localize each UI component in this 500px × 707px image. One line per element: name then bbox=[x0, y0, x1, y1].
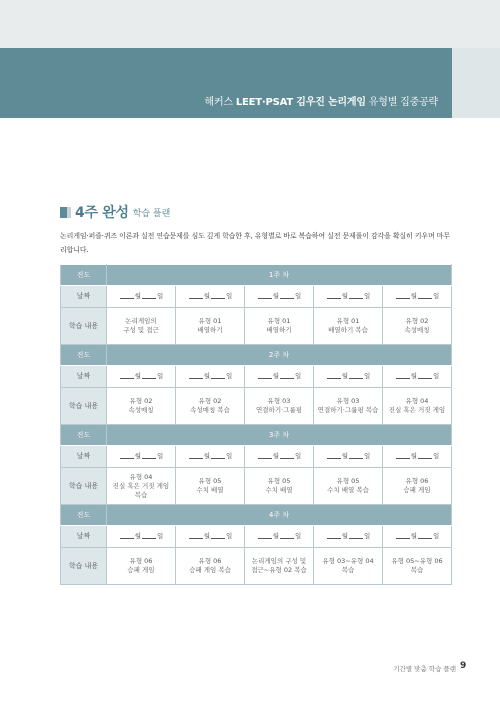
study-content-cell bbox=[107, 548, 176, 585]
week-name: 4주 차 bbox=[107, 505, 452, 526]
week-header-row bbox=[61, 505, 452, 526]
study-content-line: 유형 02 bbox=[405, 317, 429, 325]
square-bullet-icon bbox=[60, 207, 71, 218]
study-content-line: 유형 06 bbox=[129, 557, 153, 565]
date-fill-in bbox=[395, 452, 440, 460]
content-row bbox=[61, 388, 452, 425]
study-content-line: 유형 06 bbox=[405, 477, 429, 485]
month-label: 월 bbox=[341, 532, 348, 540]
study-content-line: 속성매칭 복습 bbox=[190, 406, 230, 414]
month-label: 월 bbox=[410, 452, 417, 460]
study-content-cell bbox=[383, 388, 452, 425]
date-label: 날짜 bbox=[61, 526, 107, 548]
date-blank-cell[interactable] bbox=[383, 366, 452, 388]
study-content-cell bbox=[245, 548, 314, 585]
day-label: 일 bbox=[295, 372, 302, 380]
study-content-line: 배열하기 bbox=[197, 326, 223, 334]
date-fill-in bbox=[257, 532, 302, 540]
intro-paragraph: 논리게임·퍼즐·퀴즈 이론과 실전 연습문제를 심도 깊게 학습한 후, 유형별로 바로 복습하여 실전 문제풀이 감각을 확실히 키우며 마무리합니다. bbox=[60, 232, 450, 254]
study-content-line: 유형 03 bbox=[267, 397, 291, 405]
date-blank-cell[interactable] bbox=[383, 526, 452, 548]
date-label: 날짜 bbox=[61, 446, 107, 468]
day-label: 일 bbox=[295, 452, 302, 460]
day-label: 일 bbox=[226, 292, 233, 300]
day-label: 일 bbox=[157, 452, 164, 460]
date-blank-cell[interactable] bbox=[176, 286, 245, 308]
date-fill-in bbox=[326, 372, 371, 380]
study-content-line: 승패 게임 복습 bbox=[189, 566, 231, 574]
date-fill-in bbox=[119, 452, 164, 460]
month-label: 월 bbox=[272, 452, 279, 460]
study-content-cell bbox=[107, 468, 176, 505]
progress-label: 진도 bbox=[61, 505, 107, 526]
date-blank-cell[interactable] bbox=[245, 286, 314, 308]
month-label: 월 bbox=[272, 532, 279, 540]
book-title-bold: LEET·PSAT 김우진 논리게임 bbox=[235, 97, 366, 108]
study-content-line: 연결하기·그룹핑 bbox=[255, 406, 303, 414]
study-content-line: 배열하기 복습 bbox=[328, 326, 368, 334]
section-title bbox=[60, 201, 170, 223]
month-label: 월 bbox=[272, 372, 279, 380]
date-blank-cell[interactable] bbox=[314, 366, 383, 388]
date-label: 날짜 bbox=[61, 366, 107, 388]
study-content-line: 유형 01 bbox=[336, 317, 360, 325]
month-label: 월 bbox=[341, 372, 348, 380]
study-content-line: 유형 05~유형 06 bbox=[391, 557, 443, 565]
study-content-line: 유형 05 bbox=[267, 477, 291, 485]
study-plan-table bbox=[60, 264, 452, 585]
header-edge-tab bbox=[452, 48, 500, 118]
date-fill-in bbox=[257, 452, 302, 460]
date-fill-in bbox=[188, 532, 233, 540]
date-row bbox=[61, 526, 452, 548]
study-content-cell bbox=[107, 308, 176, 345]
month-label: 월 bbox=[134, 532, 141, 540]
day-label: 일 bbox=[157, 292, 164, 300]
study-content-line: 수치 배열 bbox=[265, 486, 293, 494]
date-blank-cell[interactable] bbox=[245, 366, 314, 388]
date-fill-in bbox=[326, 452, 371, 460]
day-label: 일 bbox=[295, 532, 302, 540]
day-label: 일 bbox=[157, 532, 164, 540]
date-fill-in bbox=[395, 372, 440, 380]
study-content-line: 속성매칭 bbox=[404, 326, 430, 334]
study-content-line: 유형 01 bbox=[267, 317, 291, 325]
top-margin-band bbox=[0, 0, 500, 48]
day-label: 일 bbox=[295, 292, 302, 300]
date-row bbox=[61, 446, 452, 468]
study-content-cell bbox=[107, 388, 176, 425]
day-label: 일 bbox=[364, 372, 371, 380]
date-fill-in bbox=[257, 292, 302, 300]
study-content-line: 진실 혹은 거짓 게임 bbox=[112, 481, 170, 490]
book-title-suffix: 유형별 집중공략 bbox=[365, 97, 438, 108]
study-content-cell bbox=[176, 388, 245, 425]
content-label: 학습 내용 bbox=[61, 548, 107, 585]
date-fill-in bbox=[326, 532, 371, 540]
week-name: 3주 차 bbox=[107, 425, 452, 446]
study-content-cell bbox=[245, 388, 314, 425]
content-row bbox=[61, 308, 452, 345]
study-content-line: 유형 04 bbox=[129, 472, 153, 481]
header-band bbox=[0, 48, 452, 118]
date-blank-cell[interactable] bbox=[107, 526, 176, 548]
date-fill-in bbox=[326, 292, 371, 300]
content-label: 학습 내용 bbox=[61, 468, 107, 505]
month-label: 월 bbox=[410, 372, 417, 380]
date-blank-cell[interactable] bbox=[176, 366, 245, 388]
date-blank-cell[interactable] bbox=[314, 526, 383, 548]
month-label: 월 bbox=[203, 372, 210, 380]
date-blank-cell[interactable] bbox=[107, 446, 176, 468]
study-content-line: 유형 06 bbox=[198, 557, 222, 565]
study-content-cell bbox=[314, 548, 383, 585]
study-content-cell bbox=[314, 308, 383, 345]
study-content-line: 승패 게임 bbox=[403, 486, 431, 494]
date-fill-in bbox=[395, 532, 440, 540]
day-label: 일 bbox=[433, 292, 440, 300]
date-fill-in bbox=[119, 372, 164, 380]
month-label: 월 bbox=[134, 452, 141, 460]
study-content-line: 구성 및 접근 bbox=[123, 326, 159, 334]
week-name: 1주 차 bbox=[107, 265, 452, 286]
month-label: 월 bbox=[410, 292, 417, 300]
date-blank-cell[interactable] bbox=[176, 526, 245, 548]
study-content-cell bbox=[176, 308, 245, 345]
week-header-row bbox=[61, 345, 452, 366]
study-content-cell bbox=[245, 308, 314, 345]
date-blank-cell[interactable] bbox=[383, 286, 452, 308]
study-content-line: 유형 03 bbox=[336, 397, 360, 405]
date-fill-in bbox=[257, 372, 302, 380]
day-label: 일 bbox=[364, 532, 371, 540]
date-fill-in bbox=[188, 452, 233, 460]
date-blank-cell[interactable] bbox=[107, 366, 176, 388]
date-blank-cell[interactable] bbox=[245, 446, 314, 468]
month-label: 월 bbox=[341, 452, 348, 460]
day-label: 일 bbox=[433, 452, 440, 460]
month-label: 월 bbox=[272, 292, 279, 300]
study-content-line: 유형 01 bbox=[198, 317, 222, 325]
study-content-line: 유형 02 bbox=[129, 397, 153, 405]
date-blank-cell[interactable] bbox=[107, 286, 176, 308]
progress-label: 진도 bbox=[61, 265, 107, 286]
month-label: 월 bbox=[203, 292, 210, 300]
study-content-line: 진실 혹은 거짓 게임 bbox=[388, 406, 446, 414]
day-label: 일 bbox=[226, 532, 233, 540]
section-title-sub: 학습 플랜 bbox=[132, 208, 171, 219]
date-blank-cell[interactable] bbox=[176, 446, 245, 468]
study-content-line: 유형 05 bbox=[336, 477, 360, 485]
content-label: 학습 내용 bbox=[61, 308, 107, 345]
day-label: 일 bbox=[364, 452, 371, 460]
page-number: 9 bbox=[460, 661, 467, 671]
month-label: 월 bbox=[203, 532, 210, 540]
study-content-cell bbox=[383, 468, 452, 505]
date-blank-cell[interactable] bbox=[314, 286, 383, 308]
day-label: 일 bbox=[433, 532, 440, 540]
study-content-line: 유형 05 bbox=[198, 477, 222, 485]
content-label: 학습 내용 bbox=[61, 388, 107, 425]
day-label: 일 bbox=[433, 372, 440, 380]
study-content-cell bbox=[383, 308, 452, 345]
study-content-line: 논리게임의 구성 및 bbox=[251, 557, 307, 565]
progress-label: 진도 bbox=[61, 425, 107, 446]
week-name: 2주 차 bbox=[107, 345, 452, 366]
month-label: 월 bbox=[134, 292, 141, 300]
date-label: 날짜 bbox=[61, 286, 107, 308]
date-blank-cell[interactable] bbox=[245, 526, 314, 548]
study-content-line: 유형 03~유형 04 bbox=[322, 557, 374, 565]
study-content-line: 유형 04 bbox=[405, 397, 429, 405]
book-title bbox=[205, 93, 439, 108]
study-content-line: 복습 bbox=[410, 566, 424, 574]
study-content-cell bbox=[314, 468, 383, 505]
study-content-line: 복습 bbox=[341, 566, 355, 574]
progress-label: 진도 bbox=[61, 345, 107, 366]
date-row bbox=[61, 286, 452, 308]
study-content-line: 배열하기 bbox=[266, 326, 292, 334]
content-row bbox=[61, 468, 452, 505]
date-fill-in bbox=[395, 292, 440, 300]
study-content-line: 연결하기·그룹핑 복습 bbox=[317, 406, 379, 414]
date-fill-in bbox=[119, 532, 164, 540]
date-blank-cell[interactable] bbox=[383, 446, 452, 468]
study-content-cell bbox=[176, 548, 245, 585]
week-header-row bbox=[61, 265, 452, 286]
date-fill-in bbox=[188, 292, 233, 300]
day-label: 일 bbox=[226, 372, 233, 380]
study-content-line: 수치 배열 bbox=[196, 486, 224, 494]
date-fill-in bbox=[119, 292, 164, 300]
study-content-line: 유형 02 bbox=[198, 397, 222, 405]
day-label: 일 bbox=[364, 292, 371, 300]
month-label: 월 bbox=[341, 292, 348, 300]
study-content-line: 속성매칭 bbox=[128, 406, 154, 414]
study-content-cell bbox=[383, 548, 452, 585]
month-label: 월 bbox=[134, 372, 141, 380]
month-label: 월 bbox=[410, 532, 417, 540]
date-fill-in bbox=[188, 372, 233, 380]
study-content-line: 복습 bbox=[134, 490, 148, 499]
day-label: 일 bbox=[226, 452, 233, 460]
week-header-row bbox=[61, 425, 452, 446]
study-content-cell bbox=[176, 468, 245, 505]
content-row bbox=[61, 548, 452, 585]
study-content-line: 수치 배열 복습 bbox=[327, 486, 369, 494]
book-title-prefix: 해커스 bbox=[204, 97, 236, 108]
study-content-cell bbox=[245, 468, 314, 505]
study-content-line: 논리게임의 bbox=[125, 317, 157, 325]
month-label: 월 bbox=[203, 452, 210, 460]
footer-text: 기간별 맞춤 학습 플랜 bbox=[393, 665, 456, 673]
date-blank-cell[interactable] bbox=[314, 446, 383, 468]
study-content-line: 접근~유형 02 복습 bbox=[251, 566, 307, 574]
study-content-line: 승패 게임 bbox=[127, 566, 155, 574]
section-title-main: 4주 완성 bbox=[75, 205, 129, 221]
date-row bbox=[61, 366, 452, 388]
study-content-cell bbox=[314, 388, 383, 425]
day-label: 일 bbox=[157, 372, 164, 380]
